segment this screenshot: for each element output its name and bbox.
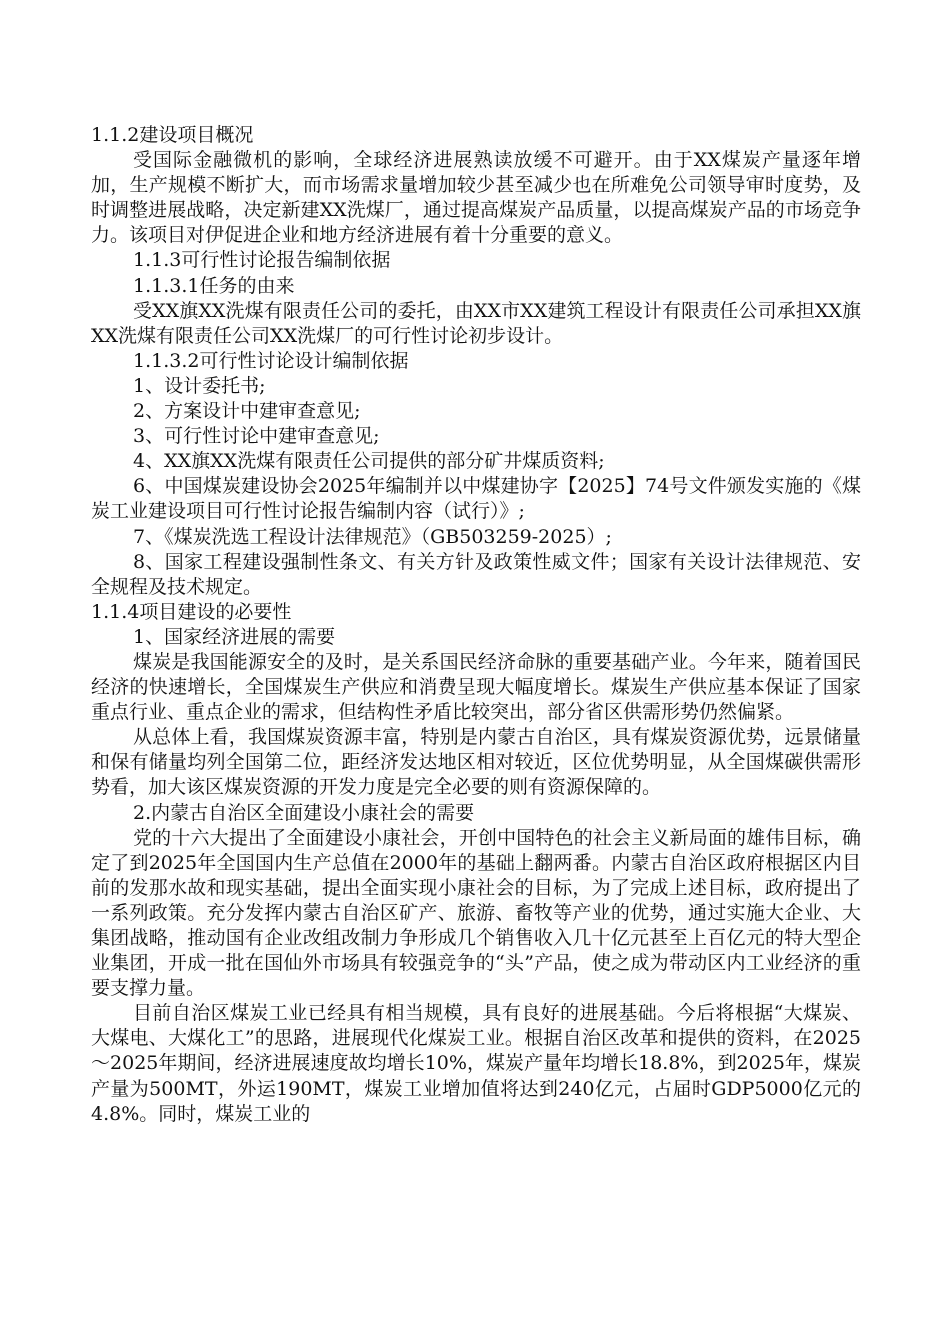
list-item: 2、方案设计中建审查意见; xyxy=(133,400,361,423)
list-item: 4、XX旗XX洗煤有限责任公司提供的部分矿井煤质资料; xyxy=(133,450,605,473)
paragraph-overview: 受国际金融微机的影响，全球经济进展熟读放缓不可避开。由于XX煤炭产量逐年增加，生产规模不断扩大，而市场需求量增加较少甚至减少也在所难免公司领导审时度势，及时调整进展战略，决定新建XX洗煤厂，通过提高煤炭产品质量，以提高煤炭产品的市场竞争力。该项目对伊促进企业和地方经济进展有着十分重要的意义。 xyxy=(91,149,861,247)
list-item: 6、中国煤炭建设协会2025年编制并以中煤建协字【2025】74号文件颁发实施的《煤炭工业建设项目可行性讨论报告编制内容（试行）》; xyxy=(91,475,861,523)
section-heading-1-1-3-2: 1.1.3.2可行性讨论设计编制依据 xyxy=(133,349,409,372)
section-heading-1-1-3: 1.1.3可行性讨论报告编制依据 xyxy=(133,249,391,272)
paragraph-coal-importance: 煤炭是我国能源安全的及时，是关系国民经济命脉的重要基础产业。今年来，随着国民经济的快速增长，全国煤炭生产供应和消费呈现大幅度增长。煤炭生产供应基本保证了国家重点行业、重点企业的需求，但结构性矛盾比较突出，部分省区供需形势仍然偏紧。 xyxy=(91,650,861,724)
subheading-inner-mongolia-need: 2.内蒙古自治区全面建设小康社会的需要 xyxy=(133,801,475,824)
list-item: 7、《煤炭洗选工程设计法律规范》（GB503259-2025）; xyxy=(133,525,612,548)
list-item: 3、可行性讨论中建审查意见; xyxy=(133,425,380,448)
paragraph-xiaokang-goal: 党的十六大提出了全面建设小康社会，开创中国特色的社会主义新局面的雄伟目标，确定了到2025年全国国内生产总值在2000年的基础上翻两番。内蒙古自治区政府根据区内目前的发那水故和现实基础，提出全面实现小康社会的目标，为了完成上述目标，政府提出了一系列政策。充分发挥内蒙古自治区矿产、旅游、畜牧等产业的优势，通过实施大企业、大集团战略，推动国有企业改组改制力争形成几个销售收入几十亿元甚至上百亿元的特大型企业集团，开成一批在国仙外市场具有较强竞争的“头”产品，使之成为带动区内工业经济的重要支撑力量。 xyxy=(91,826,861,1000)
list-item: 1、设计委托书; xyxy=(133,374,266,397)
section-heading-1-1-4: 1.1.4项目建设的必要性 xyxy=(91,600,292,623)
section-heading-1-1-2: 1.1.2建设项目概况 xyxy=(91,124,254,146)
document-body xyxy=(91,123,861,1127)
section-heading-1-1-3-1: 1.1.3.1任务的由来 xyxy=(133,274,295,297)
paragraph-task-origin: 受XX旗XX洗煤有限责任公司的委托，由XX市XX建筑工程设计有限责任公司承担XX旗XX洗煤有限责任公司XX洗煤厂的可行性讨论初步设计。 xyxy=(91,299,861,347)
paragraph-coal-industry-plan: 目前自治区煤炭工业已经具有相当规模，具有良好的进展基础。今后将根据“大煤炭、大煤电、大煤化工”的思路，进展现代化煤炭工业。根据自治区改革和提供的资料，在2025～2025年期间，经济进展速度故均增长10%，煤炭产量年均增长18.8%，到2025年，煤炭产量为500MT，外运190MT，煤炭工业增加值将达到240亿元，占届时GDP5000亿元的4.8%。同时，煤炭工业的 xyxy=(91,1002,861,1125)
list-item: 8、国家工程建设强制性条文、有关方针及政策性威文件；国家有关设计法律规范、安全规程及技术规定。 xyxy=(91,550,861,598)
subheading-national-need: 1、国家经济进展的需要 xyxy=(133,625,336,648)
paragraph-resource-overview: 从总体上看，我国煤炭资源丰富，特别是内蒙古自治区，具有煤炭资源优势，远景储量和保有储量均列全国第二位，距经济发达地区相对较近，区位优势明显，从全国煤碳供需形势看，加大该区煤炭资源的开发力度是完全必要的则有资源保障的。 xyxy=(91,726,861,799)
